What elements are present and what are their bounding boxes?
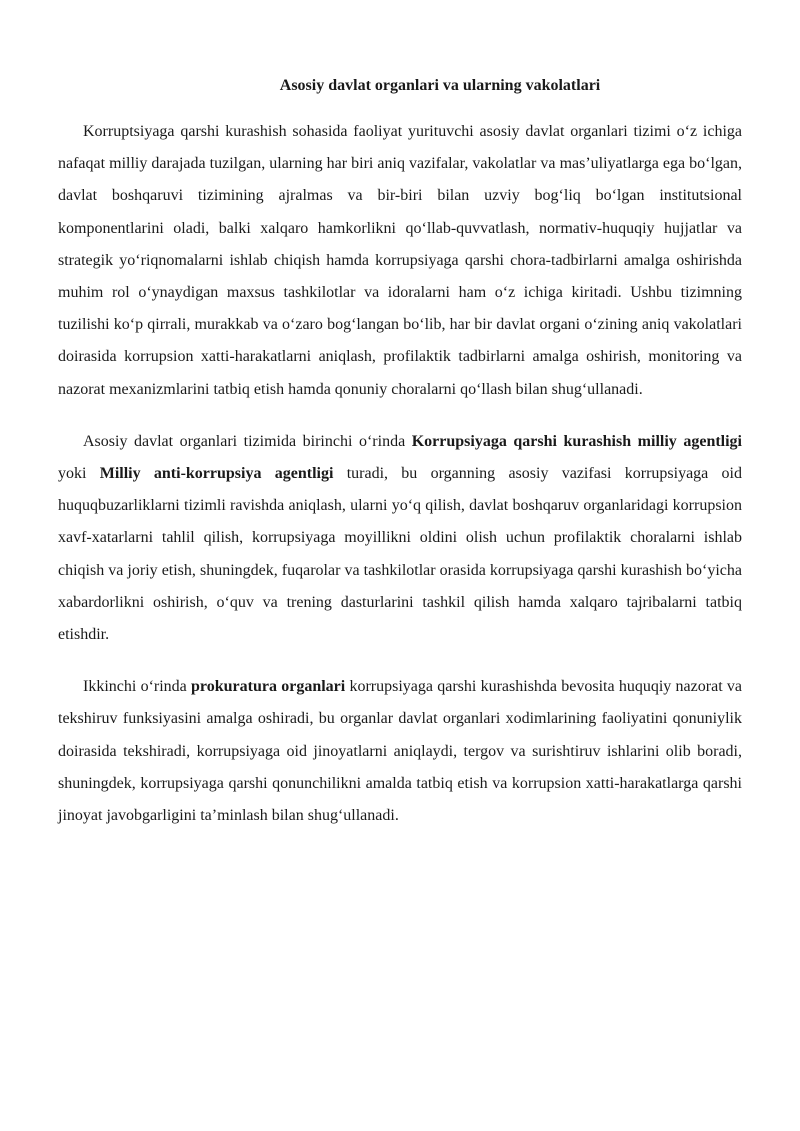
paragraph-2-text-3: turadi, bu organning asosiy vazifasi korrupsiyaga oid huquqbuzarliklarni tizimli ravishda aniqlash, ularni yo‘q qilish, davlat boshqaruv organlaridagi korrupsion xavf-xatarlarni tahlil qilish, korrupsiyaga moyillikni oldini olish uchun profilaktik choralarni ishlab chiqish va joriy etish, shuningdek, fuqarolar va tashkilotlar orasida korrupsiyaga qarshi kurashish bo‘yicha xabardorlikni oshirish, o‘quv va trening dasturlarini tashkil qilish hamda xalqaro tajribalarni tatbiq etishdir. (58, 465, 743, 644)
document-title: Asosiy davlat organlari va ularning vakolatlari (279, 77, 601, 94)
paragraph-2-text-2: yoki (58, 465, 100, 483)
paragraph-3-text-1: Ikkinchi o‘rinda (83, 678, 192, 696)
paragraph-2 (58, 426, 742, 651)
prosecutor-offices-bold: prokuratura organlari (191, 678, 346, 696)
paragraph-3 (58, 671, 742, 832)
agency-name-bold: Korrupsiyaga qarshi kurashish milliy agentligi (411, 432, 743, 450)
paragraph-2-text-1: Asosiy davlat organlari tizimida birinchi o‘rinda (83, 432, 412, 450)
paragraph-1 (58, 116, 742, 406)
paragraph-1-text: Korruptsiyaga qarshi kurashish sohasida faoliyat yurituvchi asosiy davlat organlari tizimi o‘z ichiga nafaqat milliy darajada tuzilgan, ularning har biri aniq vazifalar, vakolatlar va mas’uliyatlarga ega bo‘lgan, davlat boshqaruvi tizimining ajralmas va bir-biri bilan uzviy bog‘liq bo‘lgan institutsional komponentlarini oladi, balki xalqaro hamkorlikni qo‘llab-quvvatlash, normativ-huquqiy hujjatlar va strategik yo‘riqnomalarni ishlab chiqish hamda korrupsiyaga qarshi chora-tadbirlarni amalga oshirishda muhim rol o‘ynaydigan maxsus tashkilotlar va idoralarni ham o‘z ichiga kiritadi. Ushbu tizimning tuzilishi ko‘p qirrali, murakkab va o‘zaro bog‘langan bo‘lib, har bir davlat organi o‘zining aniq vakolatlari doirasida korrupsion xatti-harakatlarni aniqlash, profilaktik tadbirlarni amalga oshirish, monitoring va nazorat mexanizmlarini tatbiq etish hamda qonuniy choralarni qo‘llash bilan shug‘ullanadi. (58, 123, 742, 398)
agency-alt-name-bold: Milliy anti-korrupsiya agentligi (99, 465, 334, 483)
paragraph-3-text-2: korrupsiyaga qarshi kurashishda bevosita huquqiy nazorat va tekshiruv funksiyasini amalga oshiradi, bu organlar davlat organlari xodimlarining faoliyatini qonuniylik doirasida tekshiradi, korrupsiyaga oid jinoyatlarni aniqlaydi, tergov va surishtiruv ishlarini olib boradi, shuningdek, korrupsiyaga qarshi qonunchilikni amalda tatbiq etish va korrupsion xatti-harakatlarga qarshi jinoyat javobgarligini ta’minlash bilan shug‘ullanadi. (58, 678, 742, 825)
